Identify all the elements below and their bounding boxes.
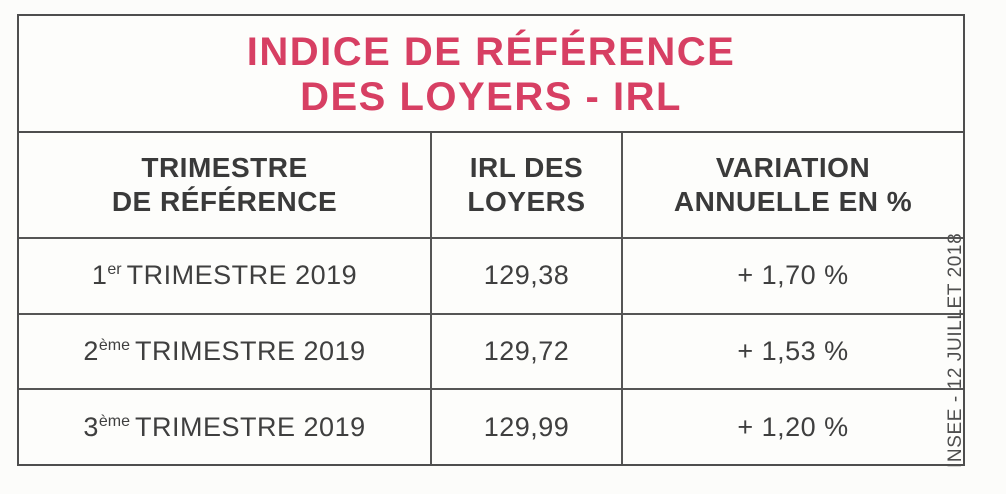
header-variation-annuelle bbox=[621, 133, 963, 237]
cell-variation-q2: + 1,53 % bbox=[621, 313, 963, 389]
cell-irl-q2: 129,72 bbox=[430, 313, 621, 389]
header-variation-line2: ANNUELLE EN % bbox=[673, 186, 913, 217]
trimestre-label-q2: 2ème TRIMESTRE 2019 bbox=[83, 335, 366, 366]
header-irl-line2: LOYERS bbox=[467, 186, 586, 217]
cell-irl-q1: 129,38 bbox=[430, 237, 621, 313]
table-title-line1: INDICE DE RÉFÉRENCE bbox=[246, 29, 736, 74]
header-variation-line1: VARIATION bbox=[715, 152, 871, 183]
source-caption: INSEE - 12 JUILLET 2018 bbox=[945, 232, 966, 468]
trimestre-label-q1: 1er TRIMESTRE 2019 bbox=[91, 260, 358, 291]
trimestre-label-q3: 3ème TRIMESTRE 2019 bbox=[83, 411, 366, 442]
irl-table bbox=[17, 14, 965, 466]
header-trimestre-line2: DE RÉFÉRENCE bbox=[111, 186, 338, 217]
cell-variation-q3: + 1,20 % bbox=[621, 388, 963, 464]
table-header-row bbox=[19, 133, 963, 237]
cell-trimestre-q2 bbox=[19, 313, 430, 389]
table-row-q2 bbox=[19, 313, 963, 389]
header-irl-line1: IRL DES bbox=[469, 152, 584, 183]
cell-trimestre-q3 bbox=[19, 388, 430, 464]
cell-variation-q1: + 1,70 % bbox=[621, 237, 963, 313]
table-title-line2: DES LOYERS - IRL bbox=[300, 74, 682, 119]
table-row-q1 bbox=[19, 237, 963, 313]
header-trimestre-line1: TRIMESTRE bbox=[141, 152, 308, 183]
cell-irl-q3: 129,99 bbox=[430, 388, 621, 464]
header-trimestre-reference bbox=[19, 133, 430, 237]
header-irl-des-loyers bbox=[430, 133, 621, 237]
table-row-q3 bbox=[19, 388, 963, 464]
cell-trimestre-q1 bbox=[19, 237, 430, 313]
table-title bbox=[19, 16, 963, 133]
